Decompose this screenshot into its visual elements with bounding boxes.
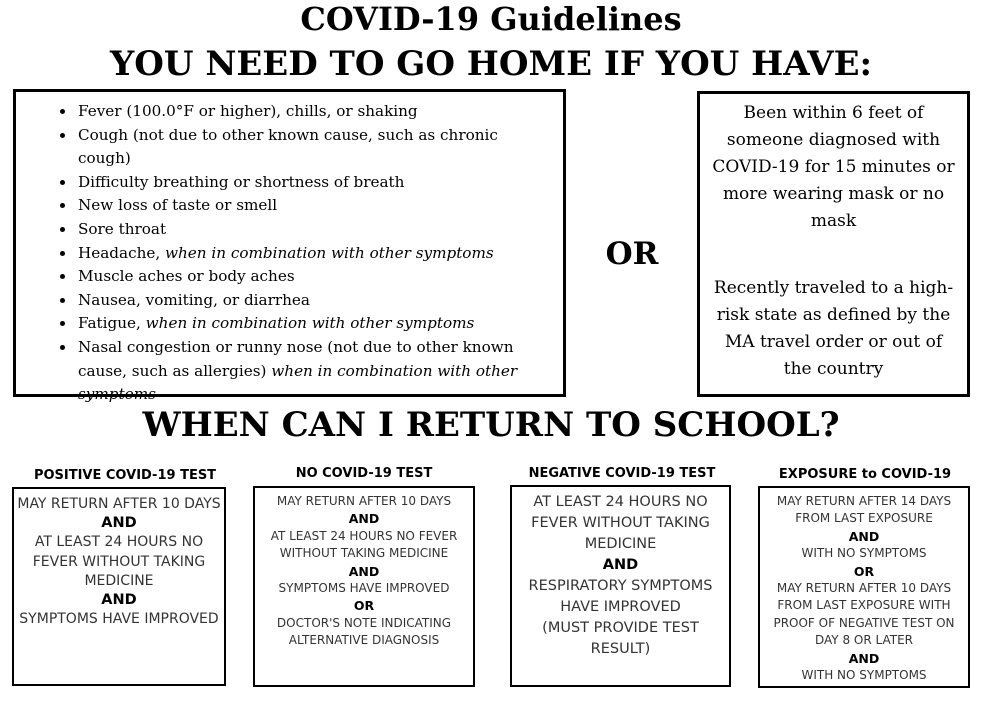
symptom-item	[76, 171, 555, 195]
column-header-no-test: NO COVID-19 TEST	[295, 466, 433, 481]
close-contact-text: Been within 6 feet of someone diagnosed with COVID-19 for 15 minutes or more wearing mask or no mask	[712, 103, 955, 231]
symptom-item	[76, 100, 555, 124]
page-subtitle: YOU NEED TO GO HOME IF YOU HAVE:	[109, 44, 873, 84]
connector-label: OR	[853, 563, 875, 579]
symptom-note: when in combination with other symptoms	[78, 361, 518, 404]
negative-test-box	[510, 485, 731, 687]
criteria-text: MAY RETURN AFTER 10 DAYS	[276, 494, 452, 508]
symptom-text: Nausea, vomiting, or diarrhea	[78, 290, 310, 309]
connector-label: OR	[353, 598, 375, 614]
criteria-text: MAY RETURN AFTER 10 DAYS FROM LAST EXPOSURE WITH PROOF OF NEGATIVE TEST ON DAY 8 OR LATER	[773, 581, 955, 648]
column-header-negative-test: NEGATIVE COVID-19 TEST	[528, 466, 716, 481]
criteria-text: WITH NO SYMPTOMS	[801, 546, 927, 561]
symptom-item	[76, 218, 555, 242]
symptom-text: Fatigue,	[78, 314, 146, 333]
symptom-item	[76, 312, 555, 336]
travel-text: Recently traveled to a high-risk state as defined by the MA travel order or out of the country	[713, 278, 954, 379]
symptom-note: when in combination with other symptoms	[145, 314, 475, 333]
no-test-box	[253, 486, 475, 687]
symptom-text: Fever (100.0°F or higher), chills, or shaking	[78, 102, 418, 120]
connector-label: AND	[348, 511, 380, 527]
symptom-text: Difficulty breathing or shortness of breath	[78, 172, 405, 191]
criteria-text: AT LEAST 24 HOURS NO FEVER WITHOUT TAKING MEDICINE	[32, 534, 206, 589]
positive-test-box	[12, 487, 226, 686]
symptom-item	[76, 289, 555, 313]
connector-label: AND	[602, 557, 639, 573]
criteria-text: MAY RETURN AFTER 14 DAYS FROM LAST EXPOSURE	[776, 494, 952, 526]
connector-label: AND	[848, 528, 880, 544]
symptom-text: Sore throat	[78, 219, 167, 238]
criteria-text: SYMPTOMS HAVE IMPROVED	[19, 611, 219, 628]
connector-label: AND	[101, 515, 137, 532]
symptom-text: Muscle aches or body aches	[78, 267, 295, 286]
symptom-text: Headache,	[78, 243, 165, 262]
criteria-text: WITH NO SYMPTOMS	[801, 668, 927, 683]
column-header-exposure: EXPOSURE to COVID-19	[778, 467, 952, 482]
connector-label: AND	[848, 650, 880, 666]
symptom-note: when in combination with other symptoms	[165, 243, 494, 262]
connector-label: AND	[101, 592, 137, 609]
criteria-text: AT LEAST 24 HOURS NO FEVER WITHOUT TAKING MEDICINE	[531, 494, 710, 552]
criteria-text: MAY RETURN AFTER 10 DAYS	[17, 496, 221, 512]
symptom-item	[76, 194, 555, 218]
return-heading: WHEN CAN I RETURN TO SCHOOL?	[142, 405, 840, 445]
connector-label: AND	[348, 563, 380, 579]
symptom-item	[76, 265, 555, 289]
criteria-text: AT LEAST 24 HOURS NO FEVER WITHOUT TAKING MEDICINE	[270, 528, 458, 561]
symptom-item	[76, 336, 555, 407]
exposure-travel-box	[697, 91, 970, 397]
symptom-text: Cough (not due to other known cause, such as chronic cough)	[78, 125, 498, 168]
column-header-positive-test: POSITIVE COVID-19 TEST	[33, 468, 217, 483]
symptom-item	[76, 242, 555, 266]
symptom-text: Nasal congestion or runny nose (not due to other known cause, such as allergies)	[78, 337, 514, 380]
criteria-text: RESPIRATORY SYMPTOMS HAVE IMPROVED	[528, 578, 713, 615]
symptom-item	[76, 124, 555, 171]
exposure-box	[758, 486, 970, 688]
symptoms-box	[13, 89, 566, 404]
symptom-text: New loss of taste or smell	[78, 196, 278, 215]
criteria-text: (MUST PROVIDE TEST RESULT)	[542, 620, 699, 657]
page-title: COVID-19 Guidelines	[300, 0, 682, 38]
symptoms-list	[16, 100, 555, 407]
criteria-text: SYMPTOMS HAVE IMPROVED	[278, 581, 450, 596]
or-label: OR	[605, 236, 659, 272]
criteria-text: DOCTOR'S NOTE INDICATING ALTERNATIVE DIAGNOSIS	[276, 615, 452, 648]
